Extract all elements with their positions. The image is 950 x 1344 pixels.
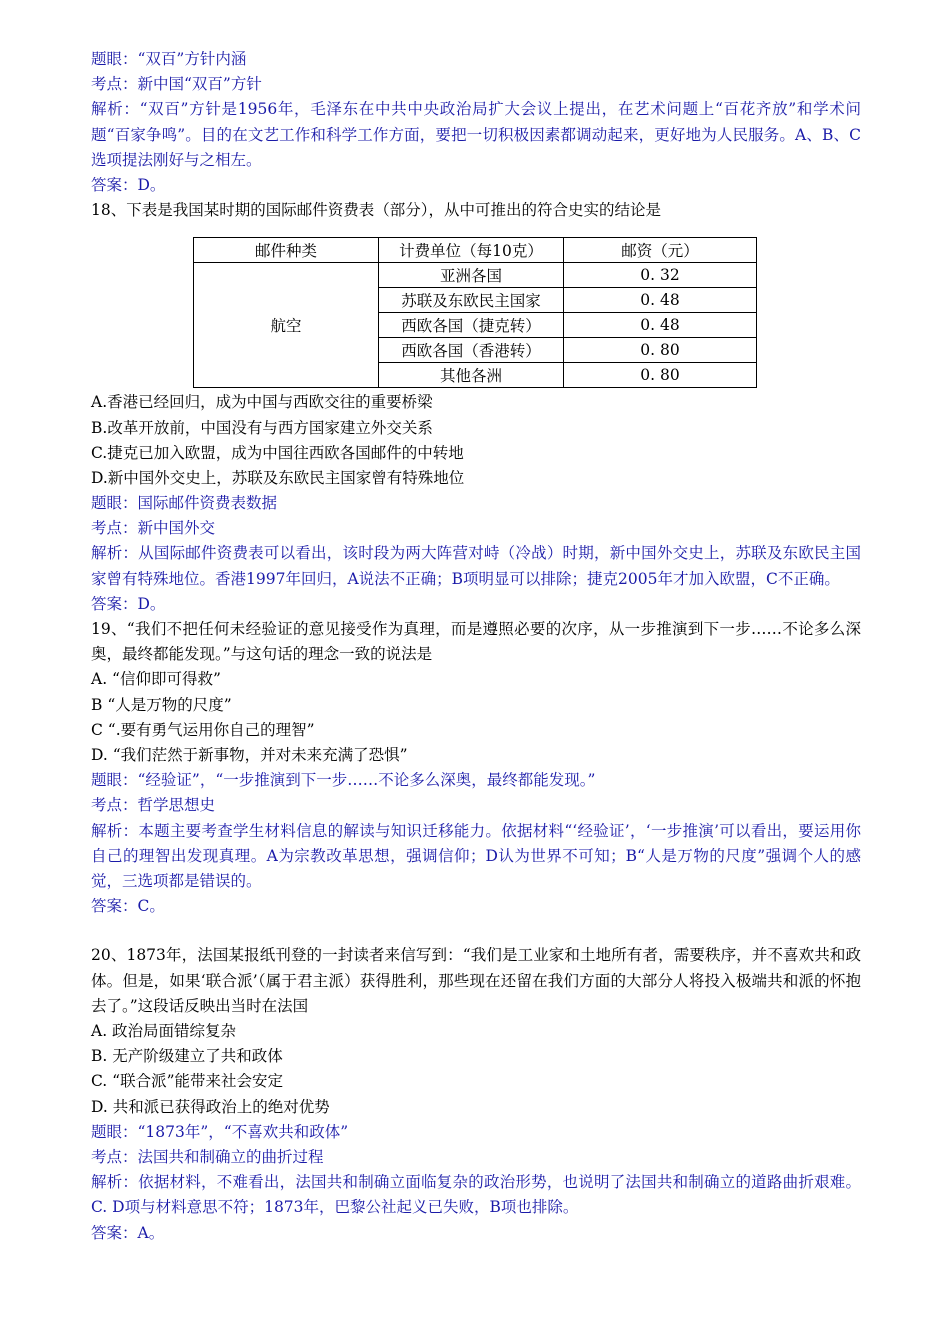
q19-jiexi: 解析：本题主要考查学生材料信息的解读与知识迁移能力。依据材料“‘经验证’，‘一步推演’可以看出，要运用你自己的理智出发现真理。A为宗教改革思想，强调信仰；D认为世界不可知；B“人是万物的尺度”强调个人的感觉，三选项都是错误的。: [91, 821, 861, 891]
q20-option-c: C. “联合派”能带来社会安定: [91, 1072, 284, 1091]
q20-answer: 答案：A。: [91, 1223, 165, 1242]
q18-answer: 答案：D。: [91, 594, 166, 613]
region-cell: 西欧各国（香港转）: [379, 338, 564, 363]
mail-category-cell: 航空: [194, 263, 379, 388]
q17-kaodian: 考点：新中国“双百”方针: [91, 75, 262, 94]
q20-option-b: B. 无产阶级建立了共和政体: [91, 1047, 283, 1066]
q18-option-a: A.香港已经回归，成为中国与西欧交往的重要桥梁: [91, 393, 433, 412]
q19-answer: 答案：C。: [91, 897, 165, 916]
fee-cell: 0. 48: [564, 313, 757, 338]
region-cell: 苏联及东欧民主国家: [379, 288, 564, 313]
q20-kaodian: 考点：法国共和制确立的曲折过程: [91, 1147, 324, 1166]
q18-option-b: B.改革开放前，中国没有与西方国家建立外交关系: [91, 418, 433, 437]
fee-cell: 0. 80: [564, 338, 757, 363]
q20-tiyan: 题眼：“1873年”，“不喜欢共和政体”: [91, 1122, 349, 1141]
fee-cell: 0. 80: [564, 363, 757, 388]
q19-stem: 19、“我们不把任何未经验证的意见接受作为真理，而是遵照必要的次序，从一步推演到下一步……不论多么深奥，最终都能发现。”与这句话的理念一致的说法是: [91, 620, 861, 664]
q20-jiexi: 解析：依据材料，不难看出，法国共和制确立面临复杂的政治形势，也说明了法国共和制确立的道路曲折艰难。C. D项与材料意思不符；1873年，巴黎公社起义已失败，B项也排除。: [91, 1173, 861, 1217]
postal-fee-table: [193, 237, 757, 388]
q19-option-b: B “人是万物的尺度”: [91, 695, 232, 714]
q18-tiyan: 题眼：国际邮件资费表数据: [91, 494, 278, 513]
table-header-cell: 计费单位（每10克）: [379, 238, 564, 263]
q19-option-d: D. “我们茫然于新事物，并对未来充满了恐惧”: [91, 746, 408, 765]
table-header-cell: 邮资（元）: [564, 238, 757, 263]
q19-kaodian: 考点：哲学思想史: [91, 796, 216, 815]
q17-tiyan: 题眼：“双百”方针内涵: [91, 50, 247, 68]
q20-option-a: A. 政治局面错综复杂: [91, 1022, 237, 1041]
q19-option-a: A. “信仰即可得救”: [91, 670, 221, 689]
q17-jiexi: 解析：“双百”方针是1956年，毛泽东在中共中央政治局扩大会议上提出，在艺术问题上“百花齐放”和学术问题“百家争鸣”。目的在文艺工作和科学工作方面，要把一切积极因素都调动起来，更好地为人民服务。A、B、C选项提法刚好与之相左。: [91, 100, 861, 169]
q17-answer: 答案：D。: [91, 175, 166, 194]
q19-option-c: C “.要有勇气运用你自己的理智”: [91, 720, 315, 739]
q18-kaodian: 考点：新中国外交: [91, 519, 216, 538]
q20-option-d: D. 共和派已获得政治上的绝对优势: [91, 1097, 330, 1116]
q19-tiyan: 题眼：“经验证”，“一步推演到下一步……不论多么深奥，最终都能发现。”: [91, 771, 596, 790]
table-header-row: [194, 238, 757, 263]
table-row: [194, 263, 757, 288]
q18-option-c: C.捷克已加入欧盟，成为中国往西欧各国邮件的中转地: [91, 443, 464, 462]
q20-stem: 20、1873年，法国某报纸刊登的一封读者来信写到：“我们是工业家和土地所有者，需要秩序，并不喜欢共和政体。但是，如果‘联合派’（属于君主派）获得胜利，那些现在还留在我们方面的大部分人将投入极端共和派的怀抱去了。”这段话反映出当时在法国: [91, 946, 861, 1015]
fee-cell: 0. 48: [564, 288, 757, 313]
document-page: [91, 47, 861, 1246]
fee-cell: 0. 32: [564, 263, 757, 288]
region-cell: 其他各洲: [379, 363, 564, 388]
region-cell: 西欧各国（捷克转）: [379, 313, 564, 338]
q18-option-d: D.新中国外交史上，苏联及东欧民主国家曾有特殊地位: [91, 468, 465, 487]
q18-jiexi: 解析：从国际邮件资费表可以看出，该时段为两大阵营对峙（冷战）时期，新中国外交史上，苏联及东欧民主国家曾有特殊地位。香港1997年回归，A说法不正确；B项明显可以排除；捷克2005年才加入欧盟，C不正确。: [91, 544, 861, 588]
table-header-cell: 邮件种类: [194, 238, 379, 263]
region-cell: 亚洲各国: [379, 263, 564, 288]
q18-stem: 18、下表是我国某时期的国际邮件资费表（部分），从中可推出的符合史实的结论是: [91, 201, 661, 220]
